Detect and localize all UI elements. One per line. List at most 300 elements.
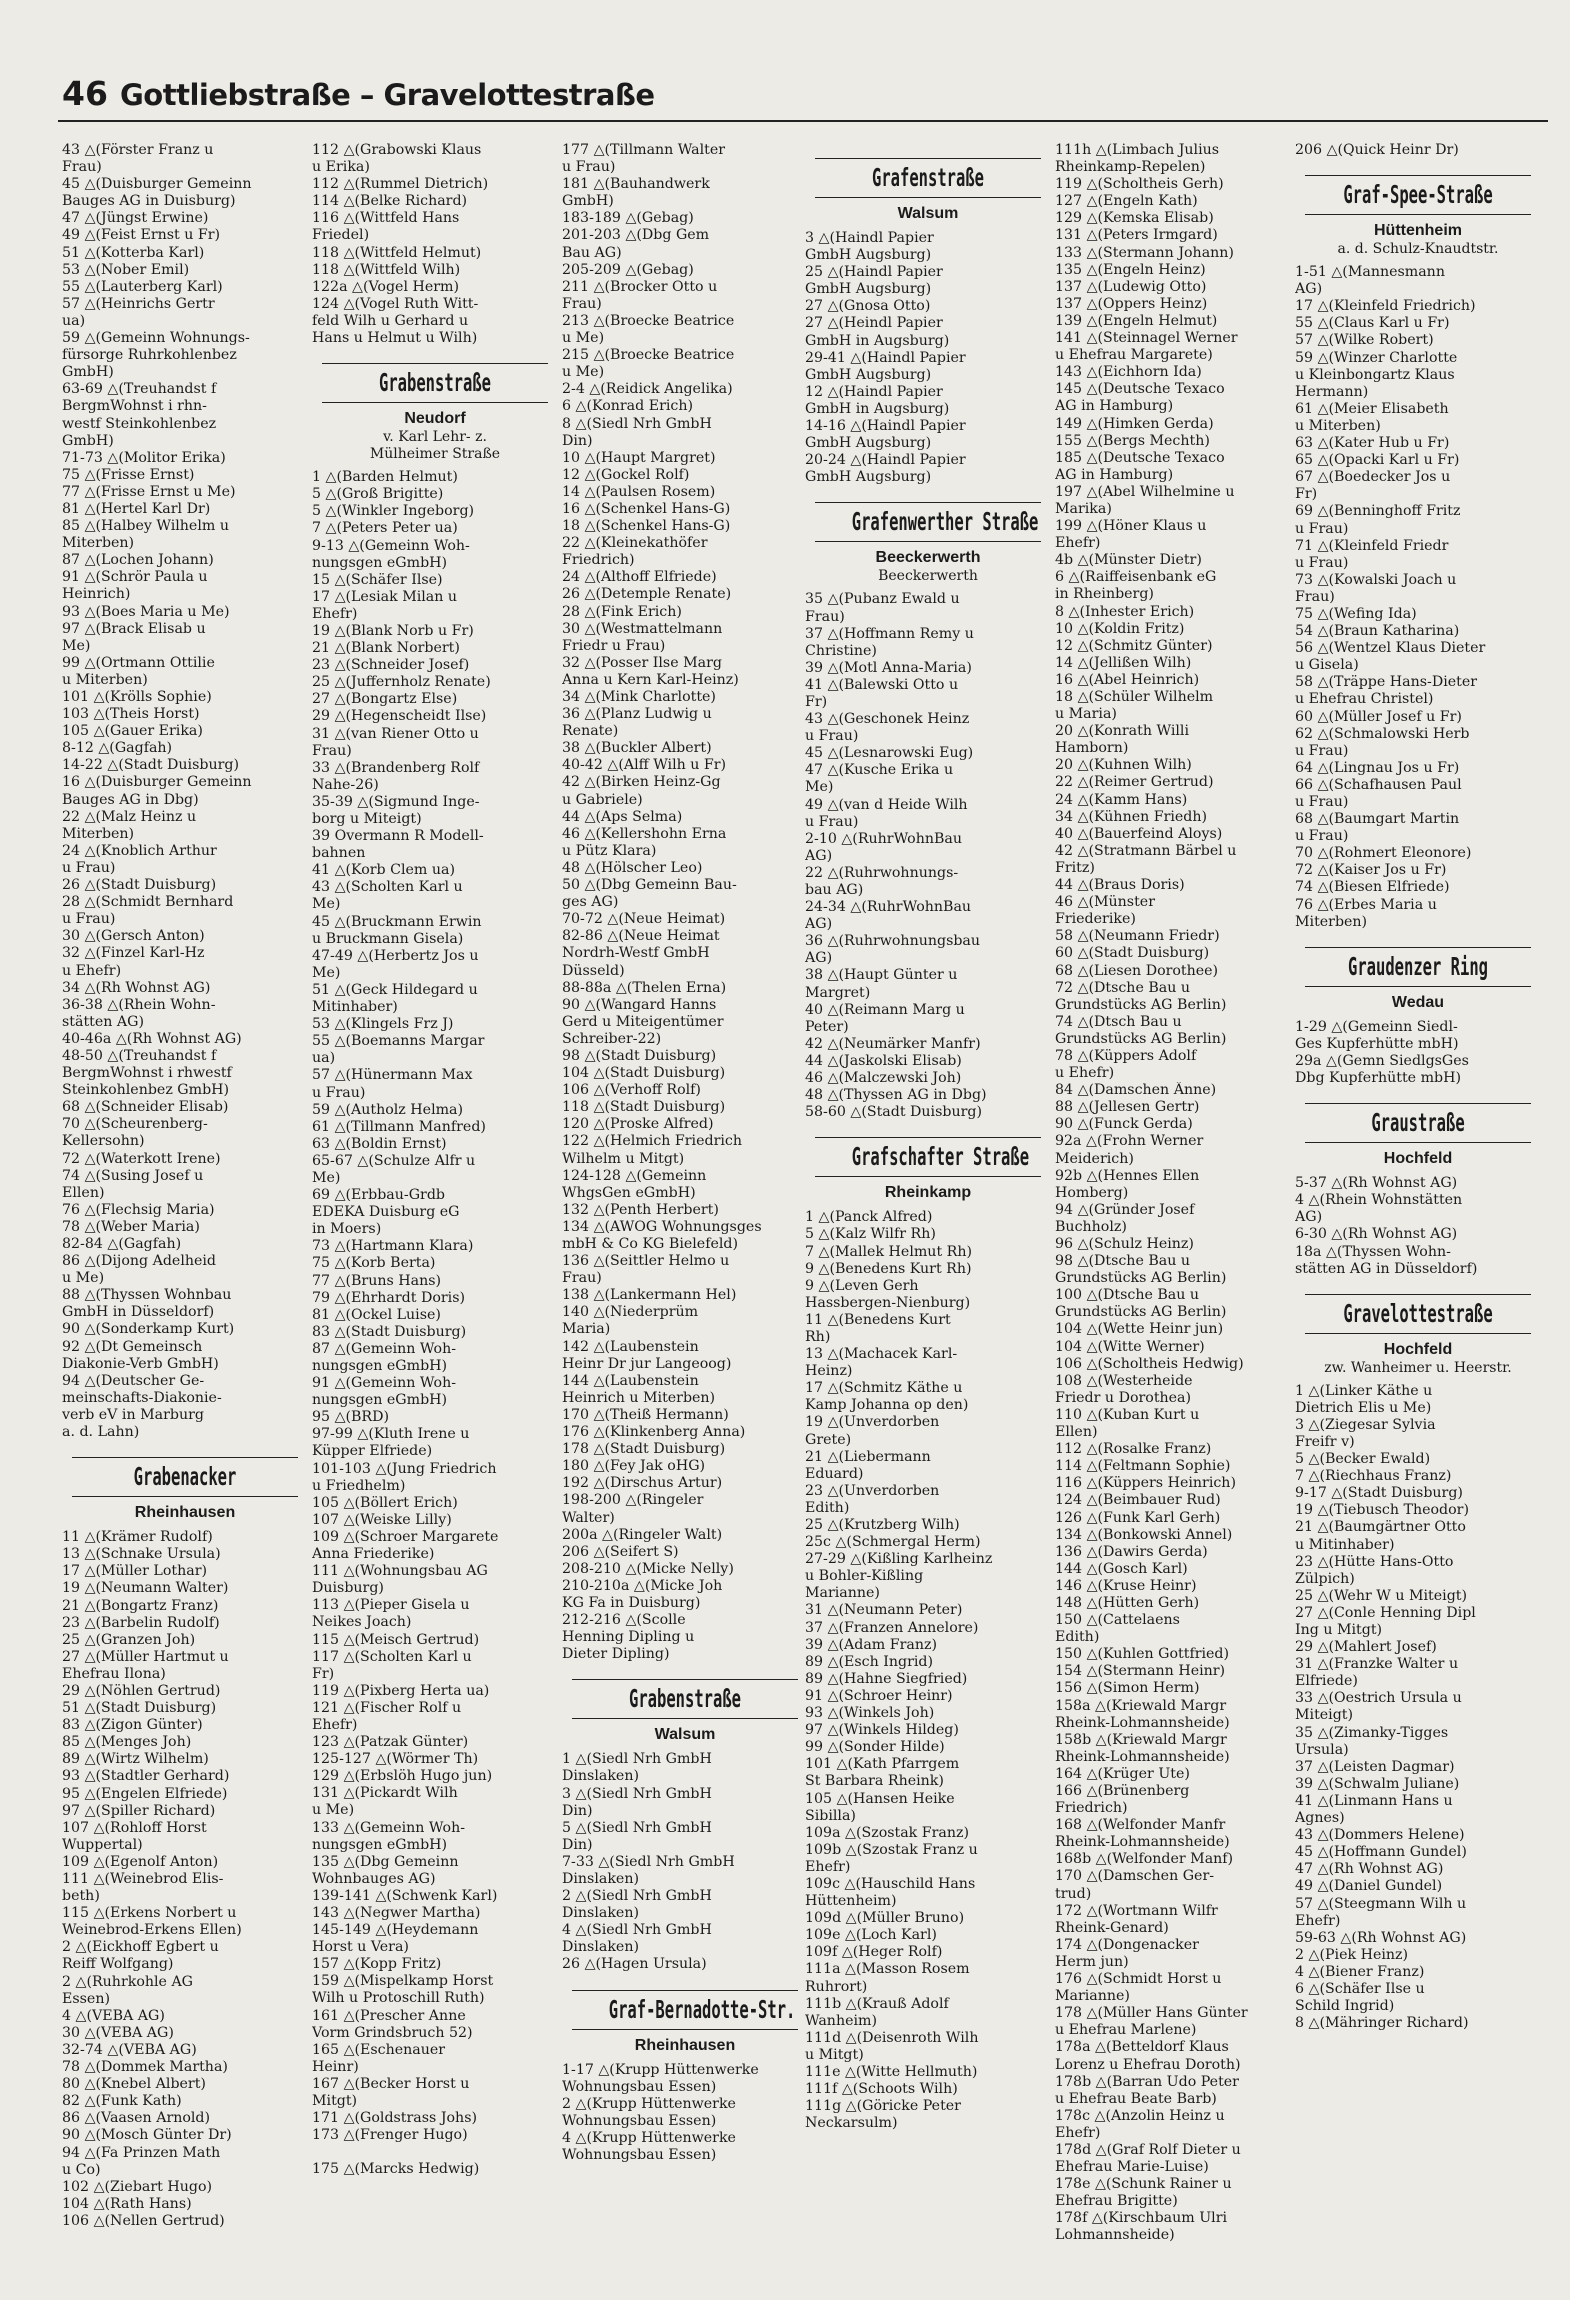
street-extent-note: zw. Wanheimer u. Heerstr. [1324,1359,1512,1376]
address-entry: 88 △(Thyssen Wohnbau [62,1287,232,1304]
address-entry: 154 △(Stermann Heinr) [1055,1663,1226,1680]
address-entry: 34 △(Mink Charlotte) [562,689,716,705]
address-entry: Marika) [1055,500,1112,517]
address-entry: 103 △(Theis Horst) [62,706,200,723]
address-entry: 123 △(Patzak Günter) [312,1734,469,1751]
column-6 [1295,142,1541,2032]
address-entry: 35 △(Zimanky-Tigges [1295,1724,1449,1741]
address-entry: 22 △(Kleinekathöfer [562,535,708,552]
address-entry: 18 △(Schüler Wilhelm [1055,689,1214,705]
address-entry: 75 △(Frisse Ernst) [62,466,195,483]
address-entry: Maria) [562,1321,611,1338]
address-entry: 35 △(Pubanz Ewald u [805,591,960,608]
address-entry: 58 △(Neumann Friedr) [1055,928,1220,945]
address-entry: 49 △(Daniel Gundel) [1295,1878,1443,1895]
address-entry: Wuppertal) [62,1836,143,1853]
address-entry: 126 △(Funk Karl Gerh) [1055,1509,1221,1526]
address-entry: Fritz) [1055,859,1095,876]
address-entry: u Ehefrau Margarete) [1055,347,1213,364]
address-entry: 63 △(Kater Hub u Fr) [1295,435,1450,452]
address-entry: Duisburg) [312,1580,384,1597]
address-entry: u Gisela) [1295,657,1359,674]
address-entry: 47-49 △(Herbertz Jos u [312,947,479,964]
address-entry: 3 △(Haindl Papier [805,230,934,246]
address-entry: 87 △(Gemeinn Woh- [312,1340,457,1357]
address-entry: Fr) [805,693,828,710]
address-entry: 144 △(Gosch Karl) [1055,1560,1188,1577]
address-entry: u Pütz Klara) [562,842,657,859]
address-entry: Weinebrod-Erkens Ellen) [62,1922,242,1939]
address-entry: Heinrich) [62,586,131,603]
address-entry: 1-51 △(Mannesmann [1295,264,1445,281]
address-entry: 81 △(Hertel Karl Dr) [62,500,211,517]
address-entry: 72 △(Waterkott Irene) [62,1150,221,1167]
address-entry: 22 △(Ruhrwohnungs- [805,864,959,881]
address-entry: 78 △(Küppers Adolf [1055,1047,1197,1064]
address-entry: 29 △(Mahlert Josef) [1295,1639,1437,1656]
address-entry: 4 △(Biener Franz) [1295,1963,1425,1980]
address-entry: 112 △(Rosalke Franz) [1055,1441,1212,1458]
address-entry: Frau) [312,742,352,759]
address-entry: u Frau) [1295,794,1349,810]
address-entry: 178a △(Betteldorf Klaus [1055,2039,1229,2056]
address-entry: 14-16 △(Haindl Papier [805,418,966,435]
address-entry: 45 △(Lesnarowski Eug) [805,745,974,762]
address-entry: Wohnungsbau Essen) [562,2147,717,2164]
address-entry: Dinslaken) [562,1939,639,1956]
address-entry: Wohnungsbau Essen) [562,2078,717,2095]
address-entry: 82-86 △(Neue Heimat [562,928,720,945]
address-entry: 68 △(Schneider Elisab) [62,1099,229,1116]
address-entry: 36-38 △(Rhein Wohn- [62,996,216,1013]
address-entry: GmbH Augsburg) [805,247,932,264]
address-entry: nungsgen eGmbH) [312,554,448,571]
address-entry: 29 △(Hegenscheidt Ilse) [312,708,487,725]
address-entry: 85 △(Menges Joh) [62,1734,192,1751]
address-entry: 28 △(Fink Erich) [562,603,682,620]
address-entry: u Frau) [1295,520,1349,537]
address-entry: 79 △(Ehrhardt Doris) [312,1289,466,1306]
address-entry: 28 △(Schmidt Bernhard [62,894,234,911]
address-entry: 25c △(Schmergal Herm) [805,1534,981,1551]
address-entry: 2 △(Ruhrkohle AG [62,1973,194,1990]
address-entry: 58-60 △(Stadt Duisburg) [805,1104,982,1121]
address-entry: GmbH Augsburg) [805,281,932,298]
address-entry: 87 △(Lochen Johann) [62,552,214,569]
address-entry: 16 △(Abel Heinrich) [1055,671,1200,688]
address-entry: Friedrich) [562,552,635,569]
address-entry: 156 △(Simon Herm) [1055,1680,1200,1697]
address-entry: 118 △(Stadt Duisburg) [562,1099,726,1116]
address-entry: 122a △(Vogel Herm) [312,278,460,295]
address-entry: 7-33 △(Siedl Nrh GmbH [562,1853,735,1870]
address-entry: 176 △(Klinkenberg Anna) [562,1424,746,1441]
address-entry: 121 △(Fischer Rolf u [312,1699,462,1716]
address-entry: a. d. Lahn) [62,1424,140,1441]
address-entry: 82-84 △(Gagfah) [62,1236,182,1252]
address-entry: 13 △(Machacek Karl- [805,1346,958,1363]
address-entry: Fr) [1295,486,1318,503]
street-name: Graf-Bernadotte-Str. [608,1994,796,2024]
address-entry: Marianne) [805,1585,880,1602]
address-entry: 1 △(Siedl Nrh GmbH [562,1751,712,1768]
address-entry: WhgsGen eGmbH) [562,1184,696,1201]
address-entry: Reiff Wolfgang) [62,1956,174,1973]
address-entry: 61 △(Tillmann Manfred) [312,1118,486,1135]
district-name: Beeckerwerth [875,549,981,567]
address-entry: 138 △(Lankermann Hel) [562,1287,737,1304]
address-entry: 105 △(Hansen Heike [805,1790,955,1807]
address-entry: 104 △(Wette Heinr jun) [1055,1321,1224,1338]
address-entry: 2-4 △(Reidick Angelika) [562,381,733,398]
address-entry: 78 △(Dommek Martha) [62,2059,228,2076]
address-entry: 82 △(Funk Kath) [62,2093,182,2110]
address-entry: Frau) [562,295,602,312]
address-entry: 124 △(Beimbauer Rud) [1055,1492,1221,1509]
address-entry: Friedr u Dorothea) [1055,1389,1192,1406]
address-entry: 109c △(Hauschild Hans [805,1875,976,1892]
address-entry: 33 △(Oestrich Ursula u [1295,1690,1462,1707]
address-entry: 2-10 △(RuhrWohnBau [805,830,963,847]
address-entry: 23 △(Barbelin Rudolf) [62,1614,220,1631]
address-entry: 86 △(Dijong Adelheid [62,1253,217,1270]
address-entry: 92b △(Hennes Ellen [1055,1167,1200,1184]
address-entry: 42 △(Birken Heinz-Gg [562,774,721,791]
divider [72,1457,298,1458]
address-entry: 15 △(Schäfer Ilse) [312,571,443,588]
address-entry: u Frau) [805,813,859,830]
address-entry: 43 △(Dommers Helene) [1295,1827,1465,1844]
address-entry: 7 △(Riechhaus Franz) [1295,1468,1452,1485]
address-entry: 92 △(Dt Gemeinsch [62,1338,203,1355]
address-entry: 158a △(Kriewald Margr [1055,1697,1227,1714]
district-name: Wedau [1391,993,1445,1011]
street-extent-note: Beeckerwerth [878,568,978,585]
address-entry: nungsgen eGmbH) [312,1836,448,1853]
address-entry: 55 △(Boemanns Margar [312,1033,485,1050]
address-entry: 17 △(Kleinfeld Friedrich) [1295,298,1476,315]
address-entry: 44 △(Jaskolski Elisab) [805,1052,962,1069]
address-entry: 55 △(Lauterberg Karl) [62,278,223,295]
address-entry: 59 △(Autholz Helma) [312,1101,464,1118]
address-entry: borg u Miteigt) [312,811,422,827]
address-entry: 77 △(Frisse Ernst u Me) [62,483,236,500]
address-entry: 5 △(Kalz Wilfr Rh) [805,1226,936,1243]
address-entry: 115 △(Meisch Gertrud) [312,1631,480,1648]
address-entry: 14-22 △(Stadt Duisburg) [62,757,239,774]
address-entry: 41 △(Balewski Otto u [805,676,959,693]
address-entry: Kellersohn) [62,1133,145,1150]
address-entry: 40-46a △(Rh Wohnst AG) [62,1030,242,1047]
address-entry: 46 △(Malczewski Joh) [805,1070,962,1087]
address-entry: 118 △(Wittfeld Helmut) [312,244,482,261]
street-name: Grafschafter Straße [851,1142,1030,1172]
address-entry: meinschafts-Diakonie- [62,1389,222,1406]
address-entry: 215 △(Broecke Beatrice [562,347,735,364]
address-entry: 148 △(Hütten Gerh) [1055,1594,1200,1611]
address-entry: 25 △(Granzen Joh) [62,1631,196,1648]
address-entry: 27 △(Bongartz Else) [312,691,458,708]
address-entry: 10 △(Koldin Fritz) [1055,620,1185,637]
address-entry: 27 △(Gnosa Otto) [805,298,931,315]
address-entry: 80 △(Knebel Albert) [62,2076,206,2093]
address-entry: 109b △(Szostak Franz u [805,1841,978,1858]
address-entry: 118 △(Wittfeld Wilh) [312,261,461,278]
address-entry: 50 △(Dbg Gemeinn Bau- [562,877,737,894]
address-entry: u Ehefrau Christel) [1295,691,1434,708]
address-entry: 73 △(Hartmann Klara) [312,1238,474,1255]
address-entry: Me) [312,896,341,913]
address-entry: 40-42 △(Alff Wilh u Fr) [562,757,727,774]
address-entry: Me) [805,779,834,796]
address-entry: 7 △(Peters Peter ua) [312,520,458,537]
street-name: Grabenstraße [379,368,491,398]
address-entry: 208-210 △(Micke Nelly) [562,1560,734,1577]
address-entry: 94 △(Fa Prinzen Math [62,2144,221,2161]
divider [1305,175,1531,176]
divider [72,1496,298,1497]
address-entry: 3 △(Siedl Nrh GmbH [562,1785,712,1802]
address-entry: 25 △(Juffernholz Renate) [312,674,491,691]
address-entry: 40 △(Bauerfeind Aloys) [1055,825,1223,842]
address-entry: 109f △(Heger Rolf) [805,1944,943,1961]
street-heading [1295,1103,1541,1169]
divider [1305,1142,1531,1143]
address-entry: 1 △(Linker Käthe u [1295,1382,1433,1399]
address-entry: 20 △(Kuhnen Wilh) [1055,757,1192,774]
address-entry: 132 △(Penth Herbert) [562,1201,719,1218]
address-entry: 60 △(Stadt Duisburg) [1055,945,1210,962]
address-entry: 37 △(Franzen Annelore) [805,1619,979,1636]
address-entry: 198-200 △(Ringeler [562,1492,704,1509]
address-entry: 141 △(Steinnagel Werner [1055,330,1238,347]
address-entry: 97-99 △(Kluth Irene u [312,1426,470,1443]
address-entry: Neckarsulm) [805,2115,898,2132]
address-entry: Hüttenheim) [805,1893,897,1910]
address-entry: 4 △(Rhein Wohnstätten [1295,1192,1463,1209]
address-entry: feld Wilh u Gerhard u [312,312,469,329]
address-entry: bahnen [312,845,366,862]
address-entry: Ehefr) [312,1716,358,1733]
address-entry: 98 △(Stadt Duisburg) [562,1047,717,1064]
address-entry: 31 △(Franzke Walter u [1295,1656,1459,1673]
address-entry: stätten AG in Düsseldorf) [1295,1260,1478,1277]
address-entry: 212-216 △(Scolle [562,1612,686,1629]
address-entry: 111f △(Schoots Wilh) [805,2081,958,2098]
address-entry: 39 △(Schwalm Juliane) [1295,1775,1460,1792]
address-entry: 36 △(Planz Ludwig u [562,706,712,723]
address-entry: Grundstücks AG Berlin) [1055,996,1227,1013]
address-entry: 32-74 △(VEBA AG) [62,2041,197,2058]
address-entry: Rheink-Lohmannsheide) [1055,1714,1230,1731]
divider [572,1718,798,1719]
address-entry: 119 △(Pixberg Herta ua) [312,1682,490,1699]
address-entry: 144 △(Laubenstein [562,1372,699,1389]
address-entry: verb eV in Marburg [62,1406,204,1423]
address-entry: 5 △(Becker Ewald) [1295,1451,1431,1468]
address-entry: GmbH) [62,364,114,381]
address-entry: mbH & Co KG Bielefeld) [562,1236,738,1252]
address-entry: 88-88a △(Thelen Erna) [562,979,727,996]
address-entry: Hermann) [1295,383,1369,400]
address-entry: Lorenz u Ehefrau Doroth) [1055,2056,1241,2073]
address-entry: 4b △(Münster Dietr) [1055,552,1202,569]
address-entry: 56 △(Wentzel Klaus Dieter [1295,640,1486,657]
address-entry: 164 △(Krüger Ute) [1055,1765,1190,1782]
address-entry: 139 △(Engeln Helmut) [1055,312,1218,329]
address-entry: 14 △(Jellißen Wilh) [1055,654,1192,671]
address-entry: 95 △(BRD) [312,1409,390,1426]
street-name: Graustraße [1371,1108,1465,1138]
address-entry: 48-50 △(Treuhandst f [62,1047,217,1064]
address-entry: 143 △(Eichhorn Ida) [1055,364,1202,381]
address-entry: 72 △(Dtsche Bau u [1055,979,1191,996]
address-entry: 49 △(van d Heide Wilh [805,796,968,813]
address-entry: Peter) [805,1018,849,1035]
district-name: Neudorf [404,410,466,428]
address-entry: 19 △(Blank Norb u Fr) [312,622,474,639]
address-entry: u Frau) [312,1084,366,1101]
address-entry: Dinslaken) [562,1905,639,1922]
address-entry: 69 △(Erbbau-Grdb [312,1187,445,1204]
address-entry: u Frau) [62,911,116,928]
address-entry: 140 △(Niederprüm [562,1304,699,1321]
address-entry: 90 △(Mosch Günter Dr) [62,2127,232,2144]
address-entry: 161 △(Prescher Anne [312,2007,466,2024]
address-entry: u Frau) [1295,828,1349,845]
address-entry: 69 △(Benninghoff Fritz [1295,503,1461,520]
address-entry: 43 △(Förster Franz u [62,142,214,158]
address-entry: 30 △(Gersch Anton) [62,928,205,945]
address-entry: 59 △(Gemeinn Wohnungs- [62,330,250,347]
address-entry: 48 △(Thyssen AG in Dbg) [805,1087,987,1104]
address-entry: Bau AG) [562,244,622,261]
address-entry: Meiderich) [1055,1150,1134,1167]
address-entry: 21 △(Baumgärtner Otto [1295,1519,1466,1536]
address-entry: 120 △(Proske Alfred) [562,1116,714,1133]
address-entry: 11 △(Krämer Rudolf) [62,1529,213,1546]
address-entry: 107 △(Rohloff Horst [62,1819,207,1836]
address-entry: 17 △(Lesiak Milan u [312,588,458,605]
address-entry: 114 △(Belke Richard) [312,193,468,210]
address-entry: Heinr Dr jur Langeoog) [562,1355,732,1372]
address-entry: 70-72 △(Neue Heimat) [562,911,726,928]
address-entry: 59-63 △(Rh Wohnst AG) [1295,1929,1467,1946]
address-entry: Sibilla) [805,1807,856,1824]
address-entry: Fr) [312,1665,335,1682]
address-entry: 93 △(Stadtler Gerhard) [62,1768,230,1785]
address-entry: GmbH Augsburg) [805,469,932,486]
address-entry: 107 △(Weiske Lilly) [312,1511,452,1528]
address-entry: 66 △(Schafhausen Paul [1295,776,1462,793]
address-entry: 43 △(Geschonek Heinz [805,711,970,728]
street-name: Graudenzer Ring [1348,951,1488,981]
divider [815,1176,1041,1177]
district-name: Rheinkamp [884,1184,972,1202]
address-entry: 100 △(Dtsche Bau u [1055,1287,1200,1304]
address-entry: 116 △(Küppers Heinrich) [1055,1475,1236,1492]
address-entry: 63-69 △(Treuhandst f [62,381,217,398]
address-entry: Zülpich) [1295,1570,1355,1587]
address-entry: 146 △(Kruse Heinr) [1055,1577,1197,1594]
address-entry: 133 △(Stermann Johann) [1055,244,1234,261]
address-entry: 112 △(Grabowski Klaus [312,142,482,158]
address-entry: 40 △(Reimann Marg u [805,1001,965,1018]
address-entry: 26 △(Stadt Duisburg) [62,877,217,894]
address-entry: u Ehefr) [1055,1065,1115,1082]
address-entry: Hamborn) [1055,740,1129,757]
address-entry: u Co) [62,2161,101,2178]
address-entry: 31 △(Neumann Peter) [805,1602,963,1619]
address-entry: 125-127 △(Wörmer Th) [312,1751,479,1768]
address-entry: 136 △(Dawirs Gerda) [1055,1543,1208,1560]
address-entry: u Gabriele) [562,791,643,808]
address-entry: 174 △(Dongenacker [1055,1936,1199,1953]
address-entry: Diakonie-Verb GmbH) [62,1355,219,1372]
address-entry: 76 △(Flechsig Maria) [62,1201,215,1218]
address-entry: 9 △(Leven Gerh [805,1277,919,1294]
address-entry: 5 △(Siedl Nrh GmbH [562,1819,712,1836]
address-entry: GmbH in Augsburg) [805,332,950,349]
address-entry: Schreiber-22) [562,1030,662,1047]
address-entry: 74 △(Biesen Elfriede) [1295,879,1450,896]
address-entry: 116 △(Wittfeld Hans [312,210,460,227]
street-heading [562,1990,808,2056]
address-entry: GmbH) [62,432,114,449]
address-entry: Grundstücks AG Berlin) [1055,1030,1227,1047]
address-entry: 76 △(Erbes Maria u [1295,896,1437,913]
address-entry [312,2144,558,2161]
column-5 [1055,142,1301,2245]
address-entry: 13 △(Schnake Ursula) [62,1546,221,1563]
address-entry: 12 △(Schmitz Günter) [1055,637,1213,654]
address-entry: 150 △(Kuhlen Gottfried) [1055,1646,1230,1663]
address-entry: 124 △(Vogel Ruth Witt- [312,295,479,312]
address-entry: 57 △(Wilke Robert) [1295,332,1434,349]
street-name: Grabenacker [133,1462,237,1492]
address-entry: Nordrh-Westf GmbH [562,945,710,962]
address-entry: 178 △(Müller Hans Günter [1055,2005,1248,2022]
address-entry: 70 △(Scheurenberg- [62,1116,208,1133]
address-entry: u Frau) [1295,554,1349,571]
address-entry: 105 △(Böllert Erich) [312,1494,458,1511]
address-entry: 172 △(Wortmann Wilfr [1055,1902,1218,1919]
address-entry: 51 △(Stadt Duisburg) [62,1700,217,1717]
street-heading [805,158,1051,224]
address-entry: 170 △(Damschen Ger- [1055,1868,1215,1885]
address-entry: 43 △(Scholten Karl u [312,879,463,896]
address-entry: Friedel) [312,227,370,244]
address-entry: 27-29 △(Kißling Karlheinz [805,1551,993,1568]
address-entry: beth) [62,1888,100,1905]
address-entry: 7 △(Mallek Helmut Rh) [805,1243,973,1260]
address-entry: 89 △(Wirtz Wilhelm) [62,1751,209,1768]
address-entry: 97 △(Spiller Richard) [62,1802,216,1819]
district-name: Rheinhausen [134,1504,236,1522]
address-entry: Rheink-Genard) [1055,1919,1169,1936]
address-entry: 178b △(Barran Udo Peter [1055,2073,1239,2090]
street-name: Gravelottestraße [1343,1298,1493,1328]
divider [322,402,548,403]
address-entry: ua) [62,312,86,329]
address-entry: 106 △(Nellen Gertrud) [62,2212,225,2229]
address-entry: 27 △(Müller Hartmut u [62,1648,229,1665]
address-entry: 2 △(Siedl Nrh GmbH [562,1888,712,1905]
address-entry: 46 △(Kellershohn Erna [562,825,727,842]
address-entry: 89 △(Esch Ingrid) [805,1653,933,1670]
street-name: Grafenstraße [872,163,984,192]
address-entry: 112 △(Rummel Dietrich) [312,176,489,193]
